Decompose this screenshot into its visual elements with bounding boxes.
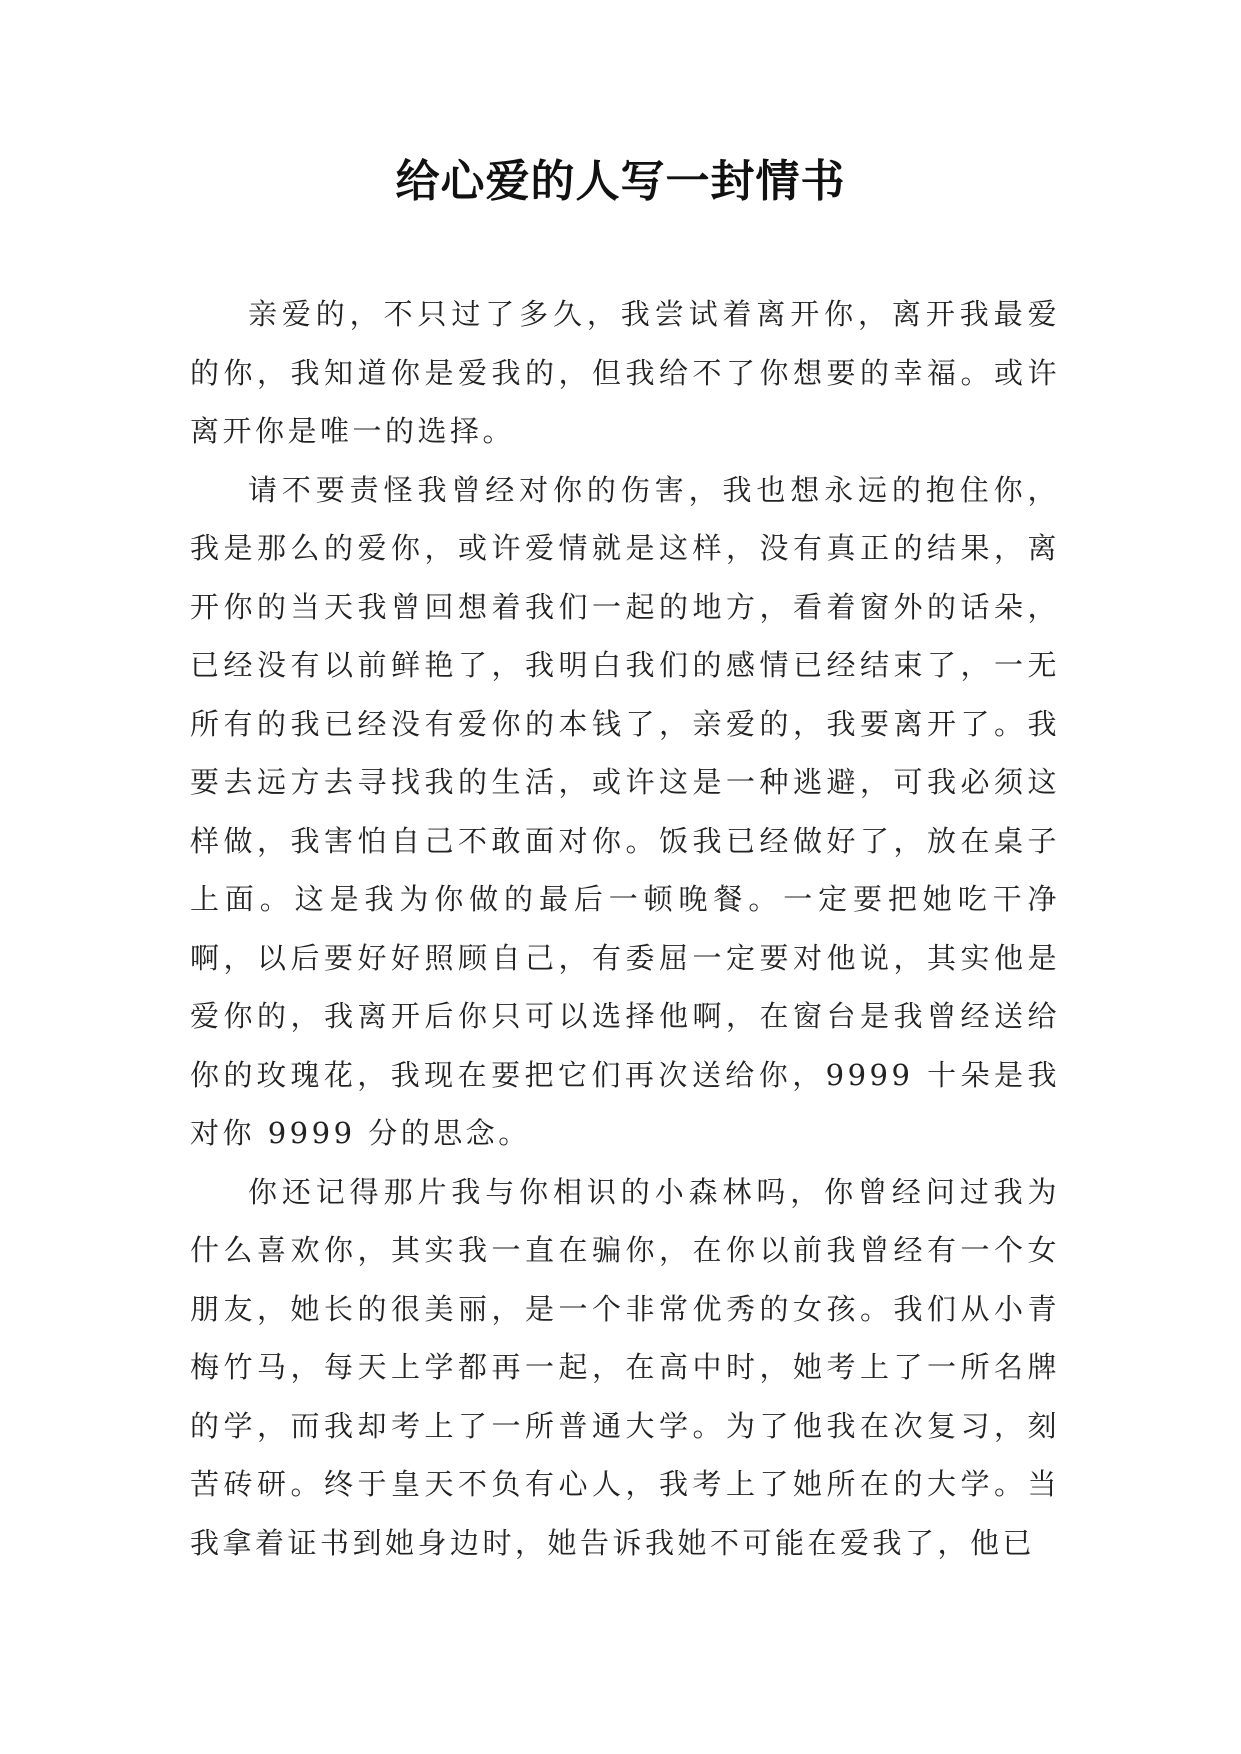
paragraph-1: 亲爱的，不只过了多久，我尝试着离开你，离开我最爱的你，我知道你是爱我的，但我给不了你想要的幸福。或许离开你是唯一的选择。 [190,297,1060,448]
paragraph-2: 请不要责怪我曾经对你的伤害，我也想永远的抱住你，我是那么的爱你，或许爱情就是这样，没有真正的结果，离开你的当天我曾回想着我们一起的地方，看着窗外的话朵，已经没有以前鲜艳了，我明白我们的感情已经结束了，一无所有的我已经没有爱你的本钱了，亲爱的，我要离开了。我要去远方去寻找我的生活，或许这是一种逃避，可我必须这样做，我害怕自己不敢面对你。饭我已经做好了，放在桌子上面。这是我为你做的最后一顿晚餐。一定要把她吃干净啊，以后要好好照顾自己，有委屈一定要对他说，其实他是爱你的，我离开后你只可以选择他啊，在窗台是我曾经送给你的玫瑰花，我现在要把它们再次送给你，9999 十朵是我对你 9999 分的思念。 [190,472,1060,1150]
letter-body [190,285,1060,1572]
paragraph-3: 你还记得那片我与你相识的小森林吗，你曾经问过我为什么喜欢你，其实我一直在骗你，在你以前我曾经有一个女朋友，她长的很美丽，是一个非常优秀的女孩。我们从小青梅竹马，每天上学都再一起，在高中时，她考上了一所名牌的学，而我却考上了一所普通大学。为了他我在次复习，刻苦砖研。终于皇天不负有心人，我考上了她所在的大学。当我拿着证书到她身边时，她告诉我她不可能在爱我了，他已 [190,1174,1060,1560]
document-title: 给心爱的人写一封情书 [395,156,846,207]
